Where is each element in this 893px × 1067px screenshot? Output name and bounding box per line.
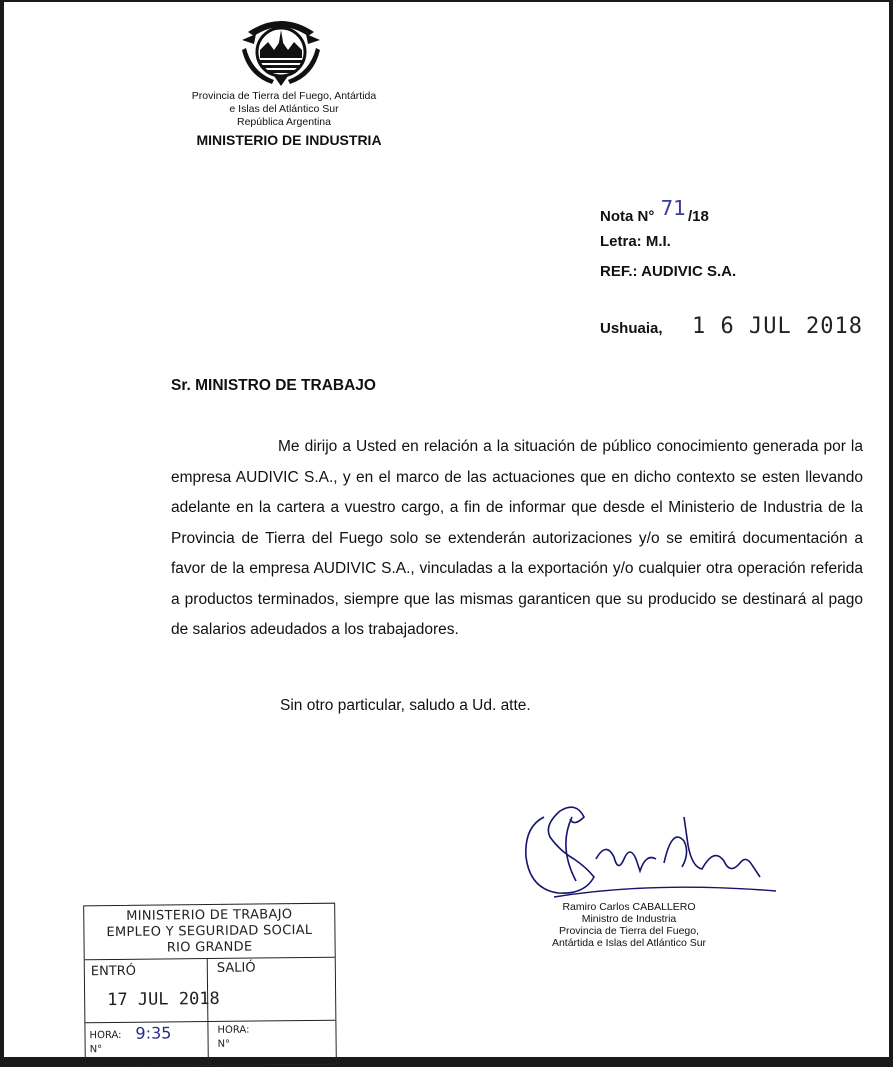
place: Ushuaia, [600,320,663,337]
handwritten-signature [514,797,784,907]
note-number-suffix: /18 [687,208,709,225]
stamp-hora-value: 9:35 [135,1023,172,1043]
stamp-header [84,904,335,961]
signer-org-line-1: Provincia de Tierra del Fuego, [558,925,700,937]
stamp-entro-label: ENTRÓ [90,963,137,980]
stamp-hora-label-in: HORA: [89,1029,122,1042]
stamp-number-label-out: N° [217,1038,231,1050]
province-name-line-1: Provincia de Tierra del Fuego, Antártida [191,90,377,102]
reception-stamp [83,903,337,1067]
note-number [600,196,709,226]
letter-body: Me dirijo a Usted en relación a la situación de público conocimiento generada por la empresa AUDIVIC S.A., y en el marco de las actuaciones que en dicho contexto se esten llevando adelante en la cartera a vuestro cargo, a fin de informar que desde el Ministerio de Industria de la Provincia de Tierra del Fuego solo se extenderán autorizaciones y/o se emitirá documentación a favor de la empresa AUDIVIC S.A., vinculadas a la exportación y/o cualquier otra operación referida a productos terminados, siempre que las mismas garanticen que su producido se destinará al pago de salarios adeudados a los trabajadores. [171,438,863,638]
letter-code: Letra: M.I. [600,233,671,250]
date-stamp: 1 6 JUL 2018 [692,314,863,339]
stamp-number-label-in: N° [89,1044,103,1056]
reference: REF.: AUDIVIC S.A. [600,263,737,280]
signer-org-line-2: Antártida e Islas del Atlántico Sur [551,937,707,949]
stamp-entro-date: 17 JUL 2018 [107,988,220,1011]
provincial-crest-icon [238,14,324,86]
stamp-grid [85,958,336,1067]
province-name-line-2: e Islas del Atlántico Sur [229,103,339,115]
note-number-handwritten: 71 [660,196,686,220]
ministry-title: MINISTERIO DE INDUSTRIA [196,132,382,148]
stamp-row-divider [85,1020,335,1024]
country-name: República Argentina [237,116,331,128]
addressee: Sr. MINISTRO DE TRABAJO [171,377,376,394]
stamp-line-3: RIO GRANDE [166,939,253,956]
stamp-line-2: EMPLEO Y SEGURIDAD SOCIAL [106,922,313,941]
stamp-salio-label: SALIÓ [216,960,256,976]
stamp-hora-label-out: HORA: [217,1024,250,1036]
note-number-prefix: Nota N° [600,208,655,225]
stamp-divider [207,959,209,1065]
signer-title: Ministro de Industria [581,913,677,925]
signer-name: Ramiro Carlos CABALLERO [562,901,696,913]
stamp-line-1: MINISTERIO DE TRABAJO [126,907,293,924]
closing-line: Sin otro particular, saludo a Ud. atte. [280,697,531,714]
letter-page [4,2,889,1057]
